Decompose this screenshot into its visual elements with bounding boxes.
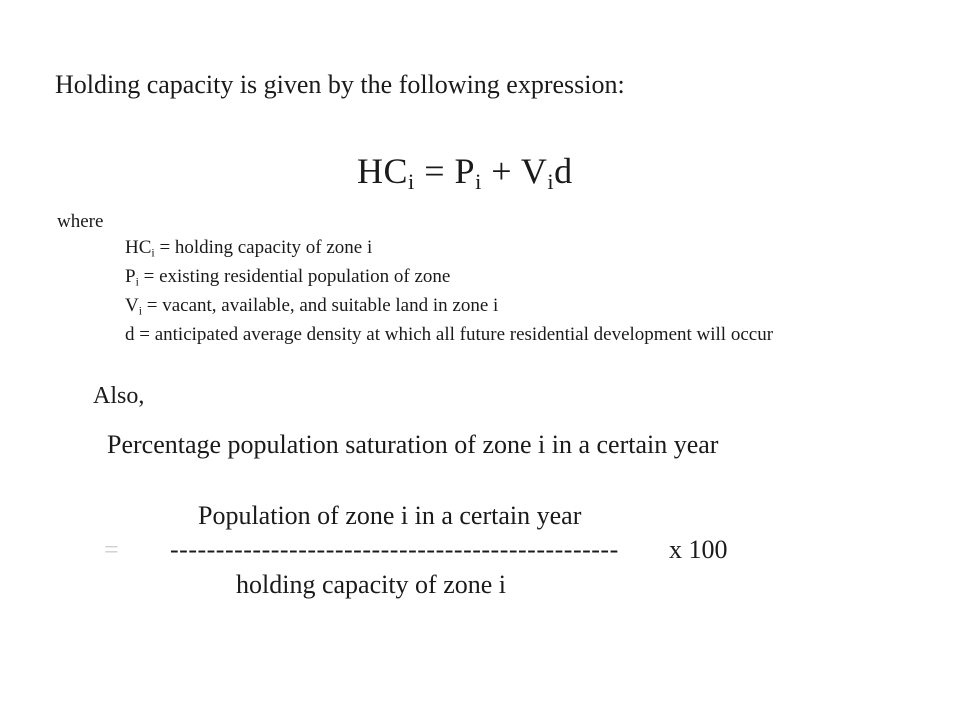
definition-symbol: d [125, 324, 135, 345]
formula-hc: HC [357, 151, 409, 191]
fraction-bar: ------------------------------------------------- [170, 535, 619, 564]
definitions-list [125, 233, 773, 349]
definition-symbol: P [125, 266, 136, 287]
formula-v: V [520, 151, 548, 191]
formula-equals: = [414, 151, 455, 191]
fraction-multiplier: x 100 [669, 535, 728, 564]
definition-subscript: i [151, 246, 155, 260]
formula-plus: + [481, 151, 521, 191]
definition-text: = anticipated average density at which all future residential development will occur [134, 324, 774, 345]
fraction-equals-sign: = [104, 535, 119, 564]
fraction-denominator: holding capacity of zone i [236, 570, 507, 599]
definition-p [125, 262, 773, 291]
formula-p-sub: i [475, 169, 482, 195]
definition-symbol: V [125, 295, 139, 316]
holding-capacity-formula [357, 150, 573, 195]
also-label: Also, [93, 383, 145, 409]
definition-text: = existing residential population of zone [138, 266, 451, 287]
where-label: where [57, 211, 104, 232]
percentage-title: Percentage population saturation of zone i in a certain year [107, 430, 719, 459]
formula-d: d [554, 151, 573, 191]
definition-text: = holding capacity of zone i [154, 237, 373, 258]
formula-v-sub: i [547, 169, 555, 195]
definition-text: = vacant, available, and suitable land in zone i [142, 295, 499, 316]
definition-subscript: i [135, 275, 139, 289]
definition-hc [125, 233, 773, 262]
intro-text: Holding capacity is given by the following expression: [55, 70, 625, 99]
formula-hc-sub: i [408, 169, 415, 195]
definition-subscript: i [138, 304, 143, 318]
definition-v [125, 291, 773, 320]
definition-d [125, 320, 773, 349]
definition-symbol: HC [125, 237, 152, 258]
fraction-numerator: Population of zone i in a certain year [198, 501, 582, 530]
formula-p: P [454, 151, 476, 191]
